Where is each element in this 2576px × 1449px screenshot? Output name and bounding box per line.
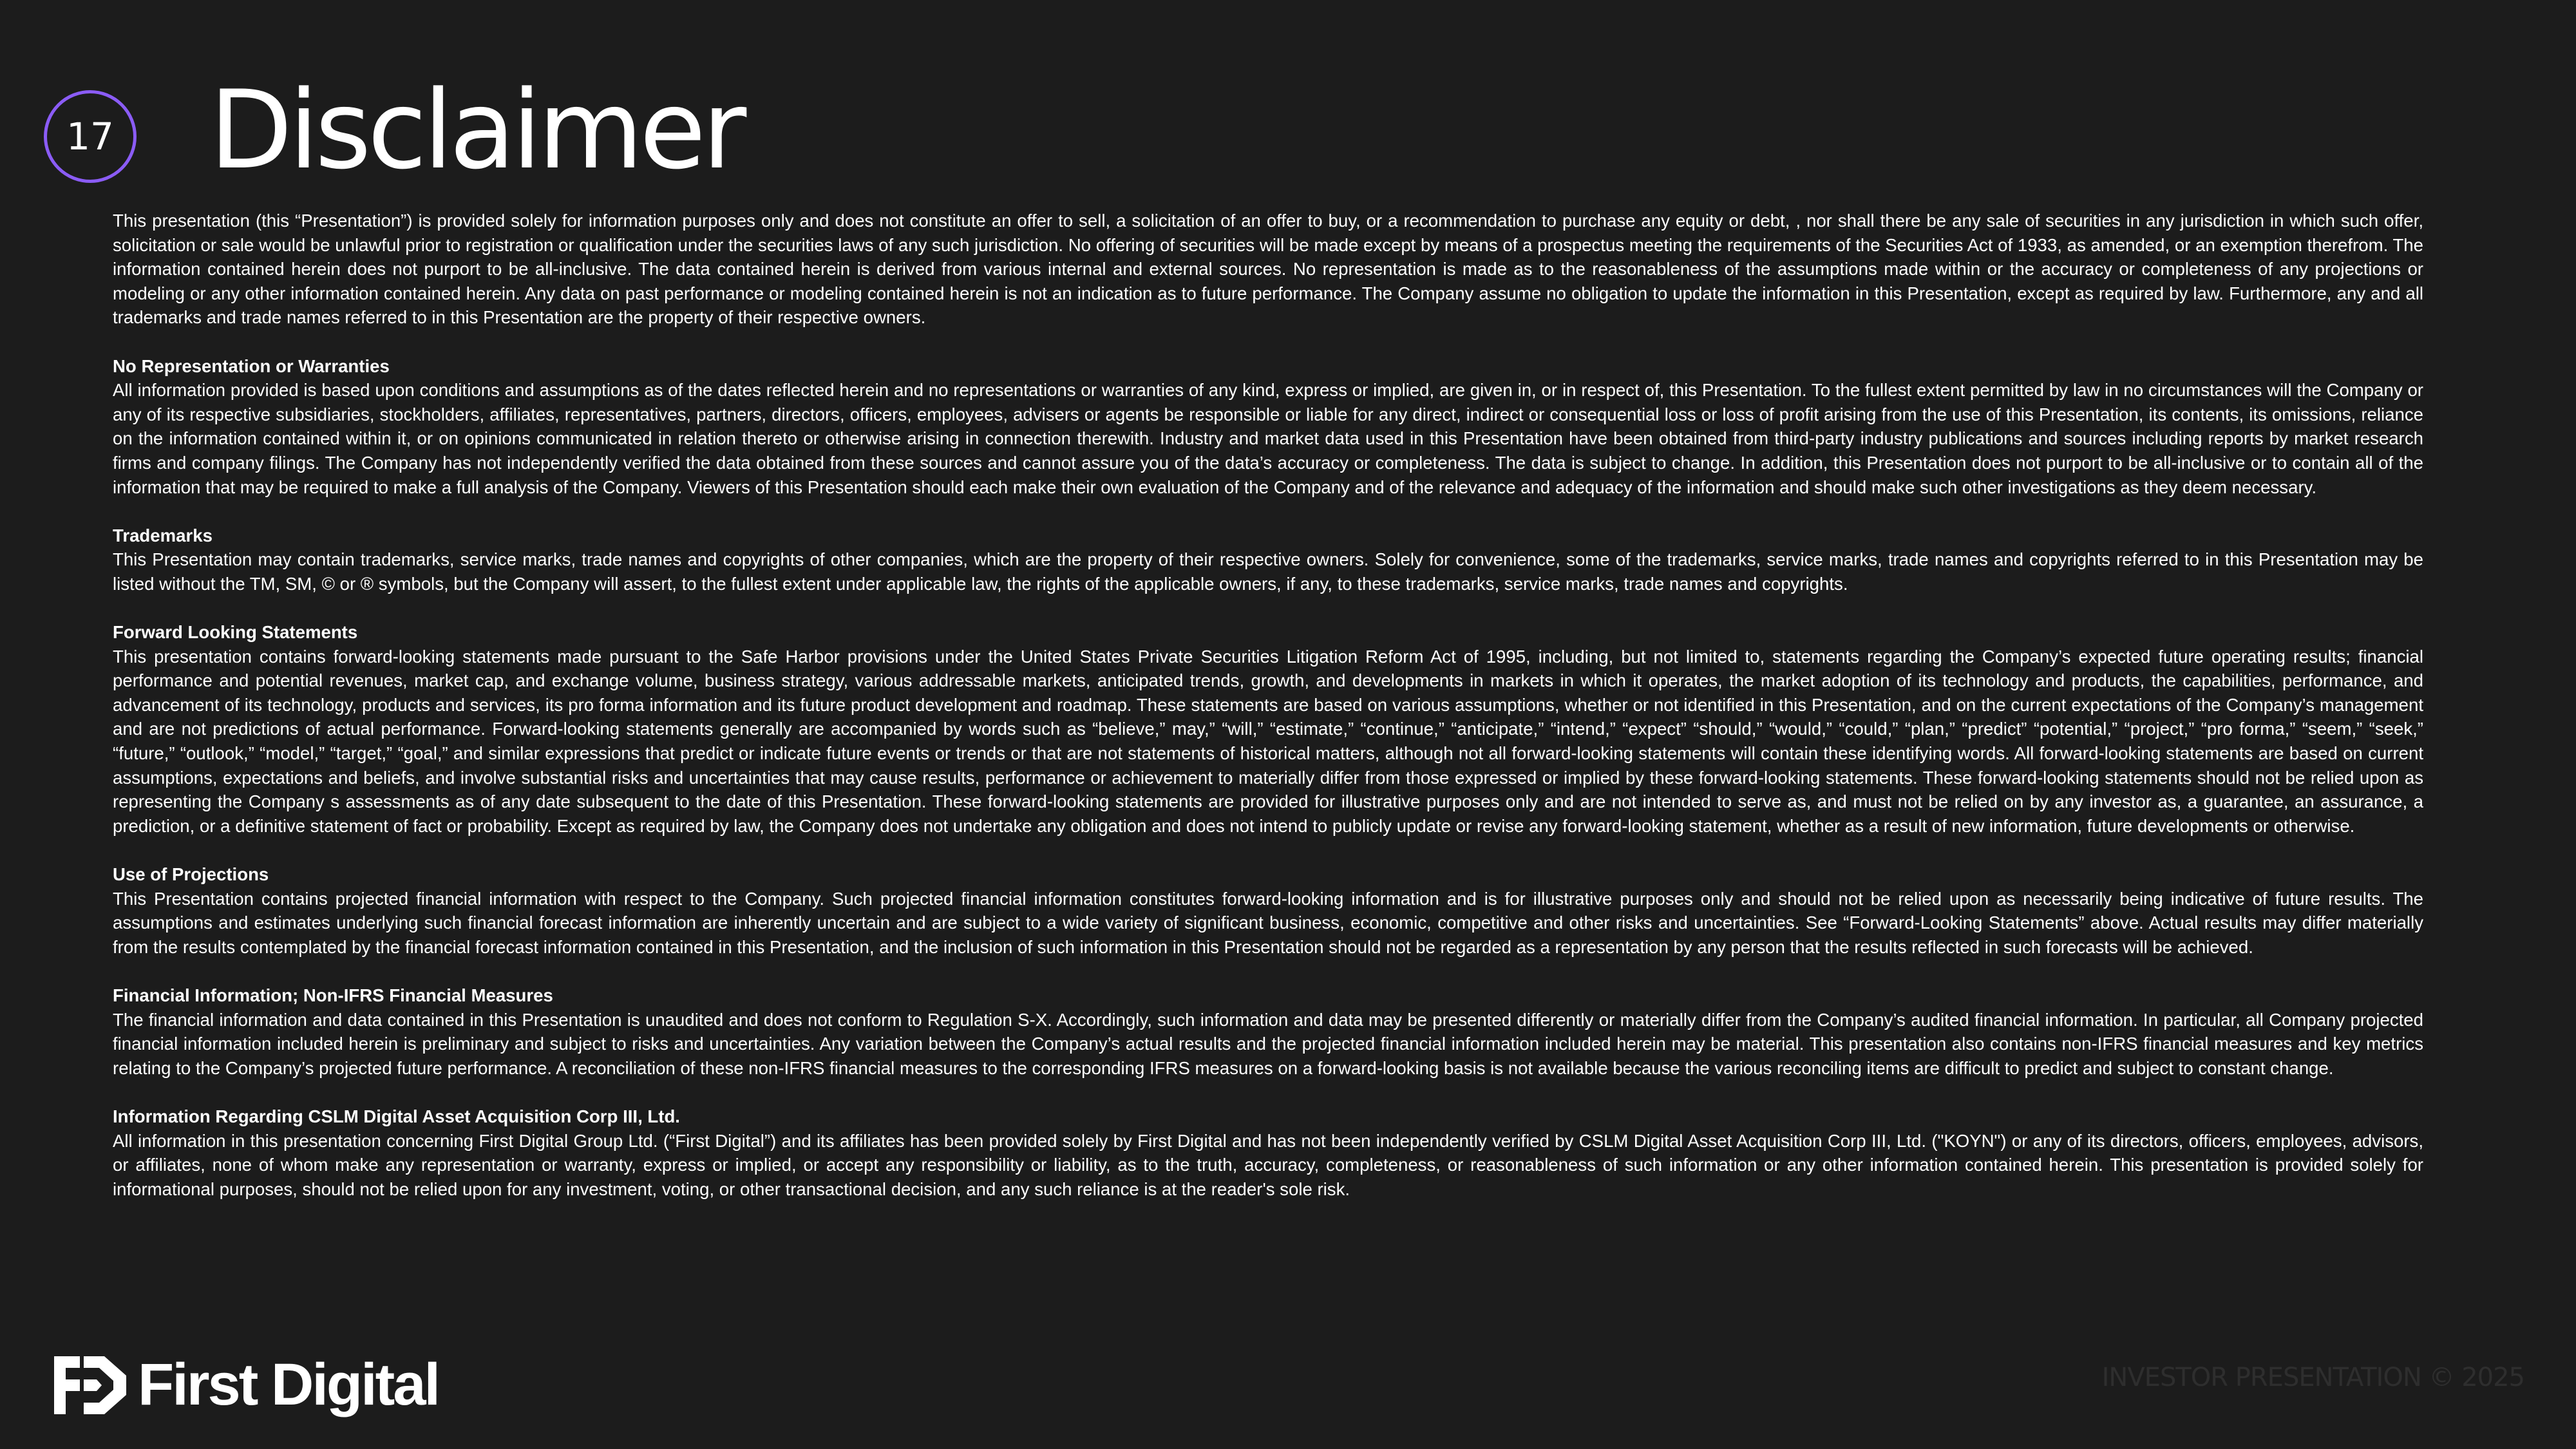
intro-text: This presentation (this “Presentation”) is provided solely for information purposes only and does not constitute an offer to sell, a solicitation of an offer to buy, or a recommendation to purchase any equity or debt, , nor shall there be any sale of securities in any jurisdiction in which such offer, solicitation or sale would be unlawful prior to registration or qualification under the securities laws of any such jurisdiction. No offering of securities will be made except by means of a prospectus meeting the requirements of the Securities Act of 1933, as amended, or an exemption therefrom. The information contained herein does not purport to be all-inclusive. The data contained herein is derived from various internal and external sources. No representation is made as to the reasonableness of the assumptions made within or the accuracy or completeness of any projections or modeling or any other information contained herein. Any data on past performance or modeling contained herein is not an indication as to future performance. The Company assume no obligation to update the information in this Presentation, except as required by law. Furthermore, any and all trademarks and trade names referred to in this Presentation are the property of their respective owners. [113,211,2423,328]
first-digital-mark-icon [54,1356,126,1414]
disclaimer-content [113,209,2423,1201]
page-title: Disclaimer [209,67,743,193]
section-use-of-projections [113,862,2423,959]
section-body: All information in this presentation concerning First Digital Group Ltd. (“First Digital”) and its affiliates has been provided solely by First Digital and has not been independently verified by CSLM Digital Asset Acquisition Corp III, Ltd. ("KOYN") or any of its directors, officers, employees, advisors, or affiliates, none of whom make any representation or warranty, express or implied, or accept any responsibility or liability, as to the truth, accuracy, completeness, or reasonableness of such information or any other information contained herein. This presentation is provided solely for informational purposes, should not be relied upon for any investment, voting, or other transactional decision, and any such reliance is at the reader's sole risk. [113,1130,2423,1199]
section-heading: No Representation or Warranties [113,355,390,376]
section-no-representation [113,354,2423,500]
intro-paragraph [113,209,2423,330]
section-heading: Trademarks [113,525,213,545]
page-number: 17 [66,115,114,158]
section-body: This presentation contains forward-looking statements made pursuant to the Safe Harbor provisions under the United States Private Securities Litigation Reform Act of 1995, including, but not limited to, statements regarding the Company’s expected future operating results; financial performance and potential revenues, market cap, and exchange volume, business strategy, various addressable markets, anticipated trends, growth, and developments in markets in which it operates, the market adoption of its technology and products, the capabilities, performance, and advancement of its technology, products and services, its pro forma information and its future product development and roadmap. These statements are based on various assumptions, whether or not identified in this Presentation, and on the current expectations of the Company’s management and are not predictions of actual performance. Forward-looking statements generally are accompanied by words such as “believe,” may,” “will,” “estimate,” “continue,” “anticipate,” “intend,” “expect” “should,” “would,” “could,” “plan,” “predict” “potential,” “project,” “pro forma,” “seem,” “seek,” “future,” “outlook,” “model,” “target,” “goal,” and similar expressions that predict or indicate future events or trends or that are not statements of historical matters, although not all forward-looking statements will contain these identifying words. All forward-looking statements are based on current assumptions, expectations and beliefs, and involve substantial risks and uncertainties that may cause results, performance or achievement to materially differ from those expressed or implied by these forward-looking statements. These forward-looking statements should not be relied upon as representing the Company s assessments as of any date subsequent to the date of this Presentation. These forward-looking statements are provided for illustrative purposes only and are not intended to serve as, and must not be relied on by any investor as, a guarantee, an assurance, a prediction, or a definitive statement of fact or probability. Except as required by law, the Company does not undertake any obligation and does not intend to publicly update or revise any forward-looking statement, whether as a result of new information, future developments or otherwise. [113,646,2423,836]
section-heading: Forward Looking Statements [113,622,358,643]
page-number-badge [44,90,137,183]
section-financial-information [113,983,2423,1080]
section-trademarks [113,524,2423,596]
section-heading: Financial Information; Non-IFRS Financial Measures [113,985,553,1005]
section-body: This Presentation may contain trademarks, service marks, trade names and copyrights of other companies, which are the property of their respective owners. Solely for convenience, some of the trademarks, service marks, trade names and copyrights referred to in this Presentation may be listed without the TM, SM, © or ® symbols, but the Company will assert, to the fullest extent under applicable law, the rights of the applicable owners, if any, to these trademarks, service marks, trade names and copyrights. [113,549,2423,594]
brand-name: First Digital [138,1352,439,1417]
footer-tagline: INVESTOR PRESENTATION © 2025 [2101,1363,2524,1392]
first-digital-logo [54,1351,439,1419]
section-forward-looking [113,620,2423,838]
section-body: All information provided is based upon conditions and assumptions as of the dates reflected herein and no representations or warranties of any kind, express or implied, are given in, or in respect of, this Presentation. To the fullest extent permitted by law in no circumstances will the Company or any of its respective subsidiaries, stockholders, affiliates, representatives, partners, directors, officers, employees, advisers or agents be responsible or liable for any direct, indirect or consequential loss or loss of profit arising from the use of this Presentation, its contents, its omissions, reliance on the information contained within it, or on opinions communicated in relation thereto or otherwise arising in connection therewith. Industry and market data used in this Presentation have been obtained from third-party industry publications and sources including reports by market research firms and company filings. The Company has not independently verified the data obtained from these sources and cannot assure you of the data’s accuracy or completeness. The data is subject to change. In addition, this Presentation does not purport to be all-inclusive or to contain all of the information that may be required to make a full analysis of the Company. Viewers of this Presentation should each make their own evaluation of the Company and of the relevance and adequacy of the information and should make such other investigations as they deem necessary. [113,380,2423,497]
section-heading: Use of Projections [113,864,269,885]
section-body: The financial information and data contained in this Presentation is unaudited and does not conform to Regulation S-X. Accordingly, such information and data may be presented differently or materially differ from the Company’s audited financial information. In particular, all Company projected financial information included herein is preliminary and subject to risks and uncertainties. Any variation between the Company’s actual results and the projected financial information included herein may be material. This presentation also contains non-IFRS financial measures and key metrics relating to the Company’s projected future performance. A reconciliation of these non-IFRS financial measures to the corresponding IFRS measures on a forward-looking basis is not available because the various reconciling items are difficult to predict and subject to constant change. [113,1009,2423,1078]
section-heading: Information Regarding CSLM Digital Asset Acquisition Corp III, Ltd. [113,1106,680,1126]
section-cslm-information [113,1104,2423,1201]
section-body: This Presentation contains projected financial information with respect to the Company. Such projected financial information constitutes forward-looking information and is for illustrative purposes only and should not be relied upon as necessarily being indicative of future results. The assumptions and estimates underlying such financial forecast information are inherently uncertain and are subject to a wide variety of significant business, economic, competitive and other risks and uncertainties. See “Forward-Looking Statements” above. Actual results may differ materially from the results contemplated by the financial forecast information contained in this Presentation, and the inclusion of such information in this Presentation should not be regarded as a representation by any person that the results reflected in such forecasts will be achieved. [113,888,2423,957]
